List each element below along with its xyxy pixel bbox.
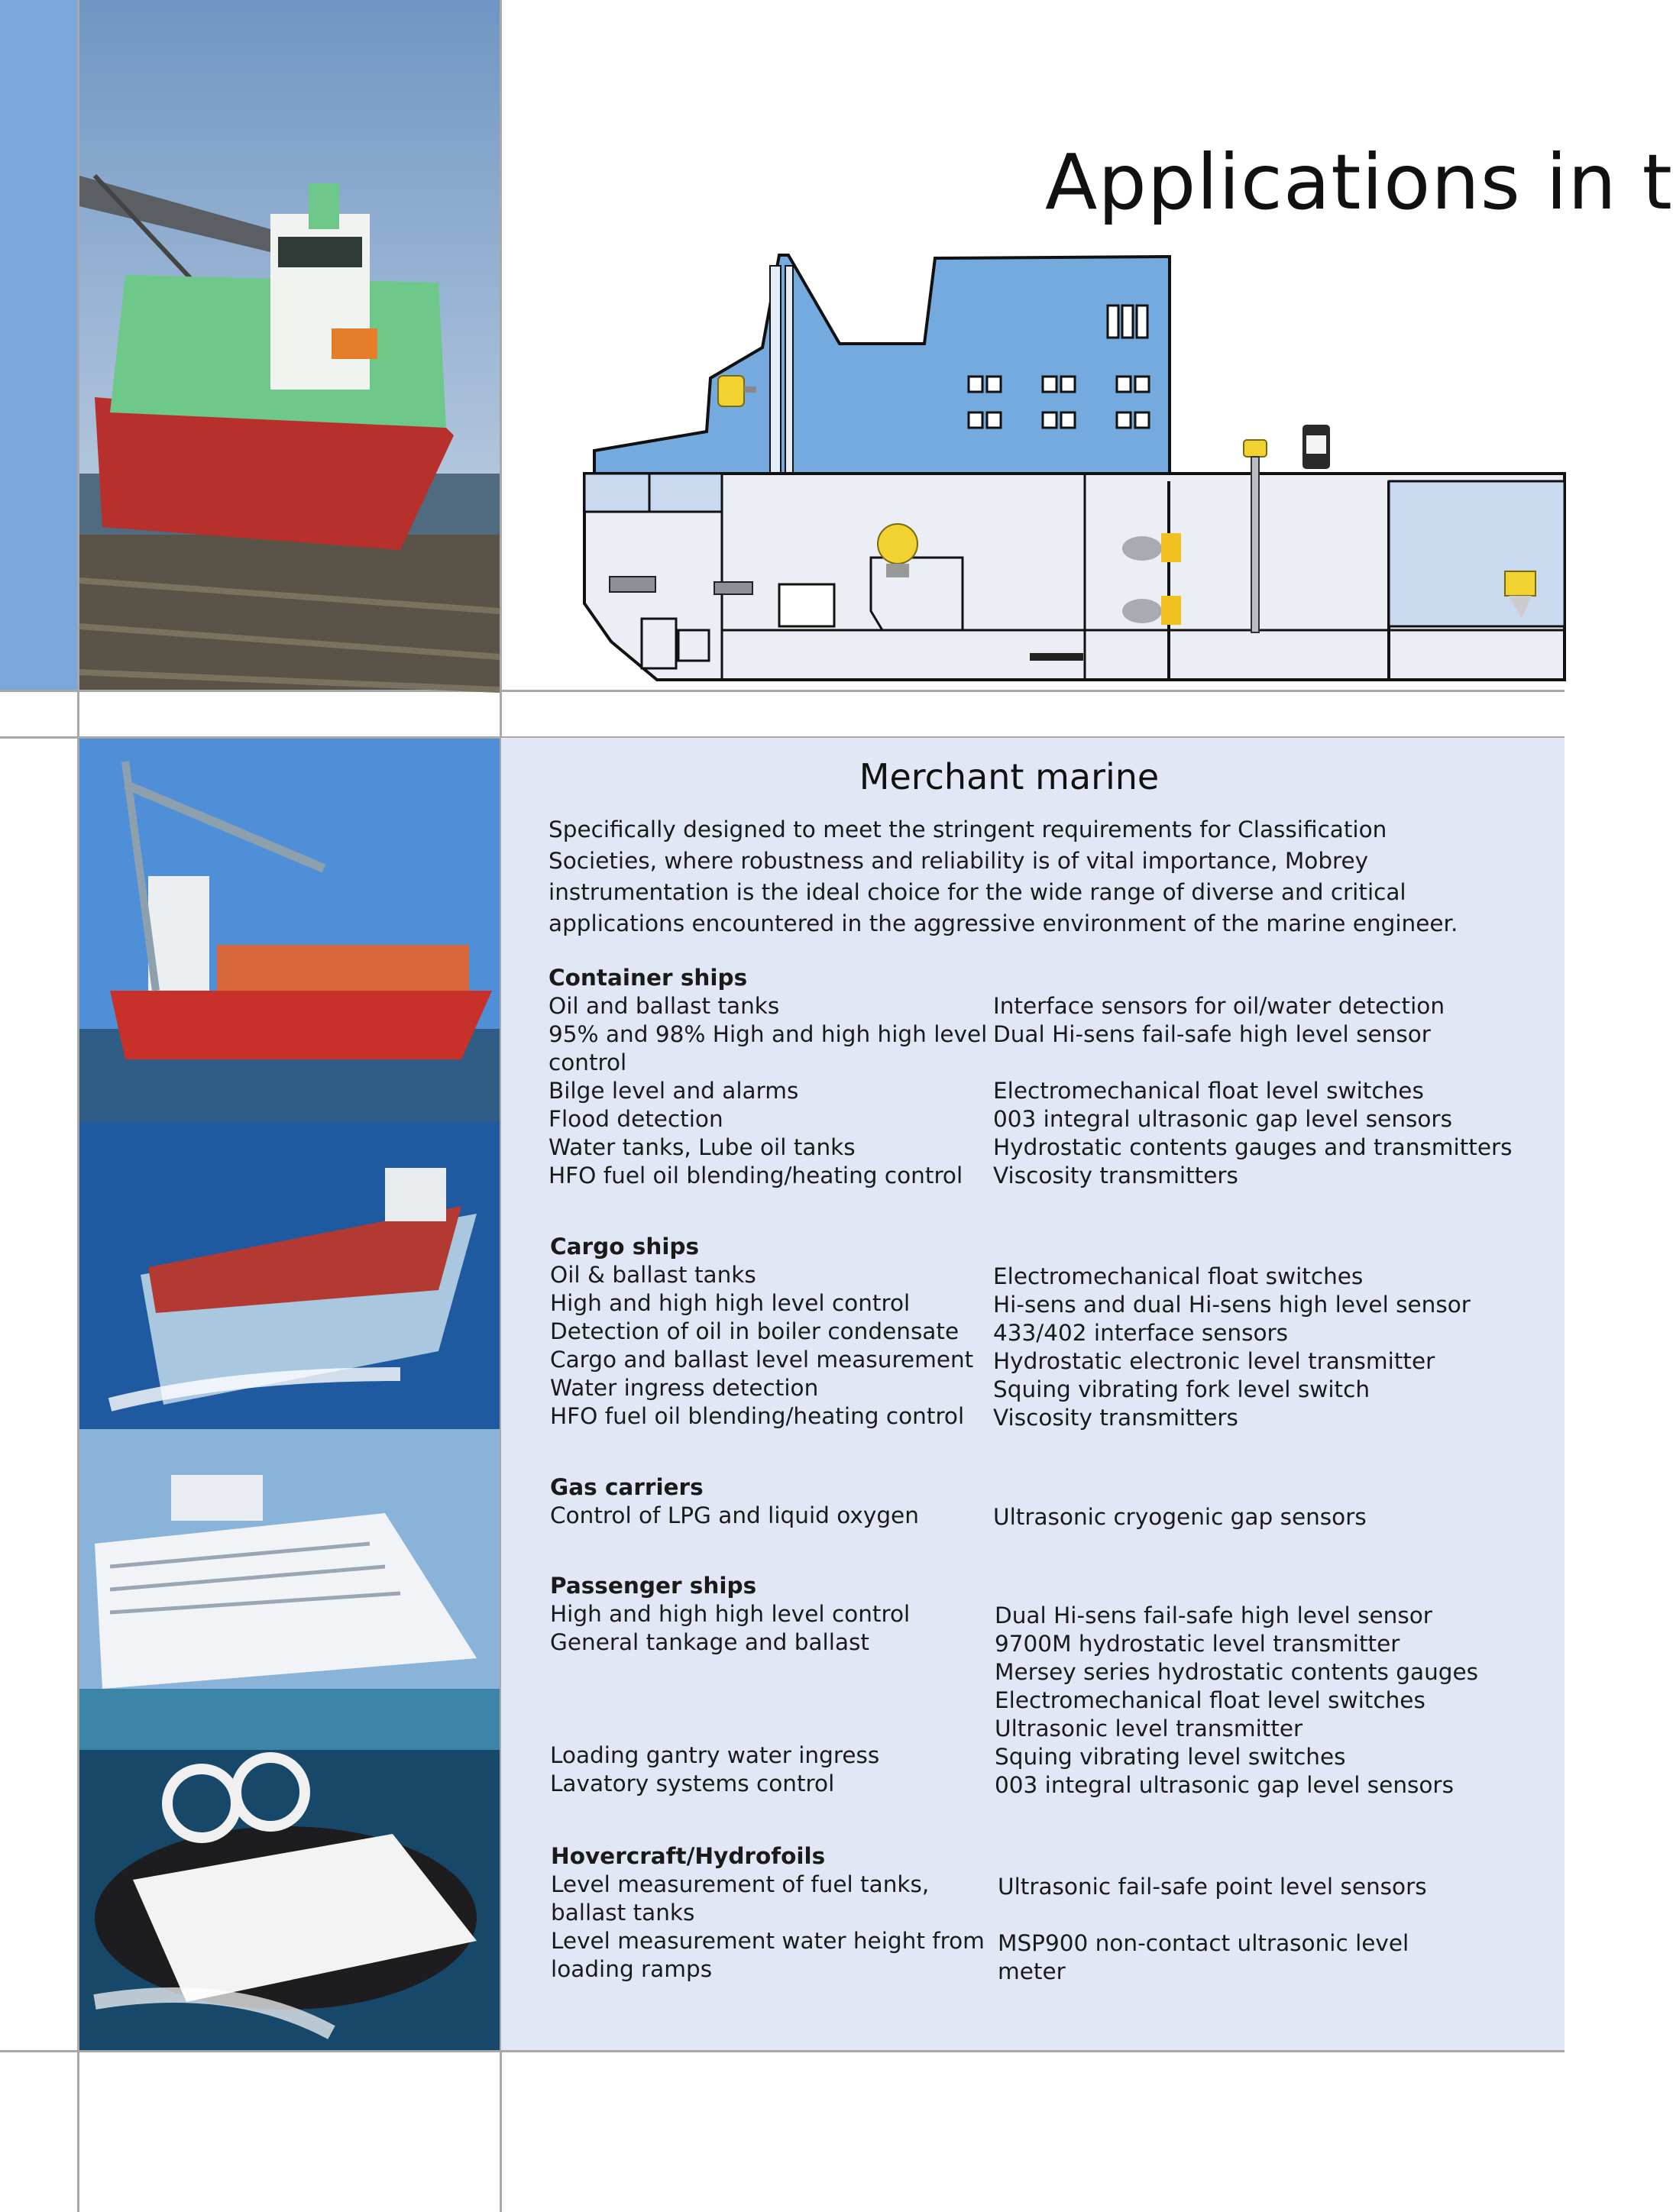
group-container-ships-solutions: Interface sensors for oil/water detection Dual Hi-sens fail-safe high level sensor Electromechanical float level switches 003 integral ultrasonic gap level sensors Hydrostatic contents gauges and transmitters Viscosity transmitters [993,993,1513,1188]
group-heading: Container ships [548,965,748,991]
group-passenger-ships: Passenger ships High and high high level control General tankage and ballast Loading gantry water ingress Lavatory systems control [550,1573,911,1796]
divider-bottom [0,2050,1565,2052]
group-heading: Gas carriers [550,1474,704,1500]
bulk-carrier-photo [79,0,500,690]
container-ship-photo [79,739,500,1122]
group-heading: Hovercraft/Hydrofoils [551,1843,826,1869]
section-title: Merchant marine [859,756,1160,797]
accent-strip [0,0,78,690]
group-cargo-ships-solutions: Electromechanical float switches Hi-sens and dual Hi-sens high level sensor 433/402 interface sensors Hydrostatic electronic level transmitter Squing vibrating fork level switch Viscosity transmitters [993,1263,1471,1431]
ship-cross-section-diagram [581,244,1565,690]
group-gas-carriers-solutions: Ultrasonic cryogenic gap sensors [993,1504,1367,1530]
group-hovercraft: Hovercraft/Hydrofoils Level measurement of fuel tanks, ballast tanks Level measurement water height from loading ramps [551,1843,985,1982]
tablet-display-icon [1302,425,1330,469]
group-hovercraft-solutions: Ultrasonic fail-safe point level sensors MSP900 non-contact ultrasonic level meter [998,1874,1427,1984]
intro-paragraph: Specifically designed to meet the stringent requirements for Classification Societies, where robustness and reliability is of vital importance, Mobrey instrumentation is the ideal choice for the wide range of diverse and critical applications encountered in the aggressive environment of the marine engineer. [548,817,1458,936]
cruise-ship-photo [79,1429,500,1750]
group-cargo-ships: Cargo ships Oil & ballast tanks High and high high level control Detection of oil in boiler condensate Cargo and ballast level measurement Water ingress detection HFO fuel oil blending/heating control [550,1234,974,1429]
group-heading: Cargo ships [550,1234,700,1260]
tanker-photo [79,1122,500,1429]
page-title: Applications in t [1045,137,1673,227]
hovercraft-photo [79,1750,500,2050]
group-gas-carriers: Gas carriers Control of LPG and liquid oxygen [550,1474,919,1528]
group-container-ships: Container ships Oil and ballast tanks 95% and 98% High and high high level control Bilge level and alarms Flood detection Water tanks, Lube oil tanks HFO fuel oil blending/heating control [548,965,988,1188]
group-heading: Passenger ships [550,1573,757,1599]
group-passenger-ships-solutions: Dual Hi-sens fail-safe high level sensor 9700M hydrostatic level transmitter Mersey series hydrostatic contents gauges Electromechanical float level switches Ultrasonic level transmitter Squing vibrating level switches 003 integral ultrasonic gap level sensors [995,1602,1479,1798]
